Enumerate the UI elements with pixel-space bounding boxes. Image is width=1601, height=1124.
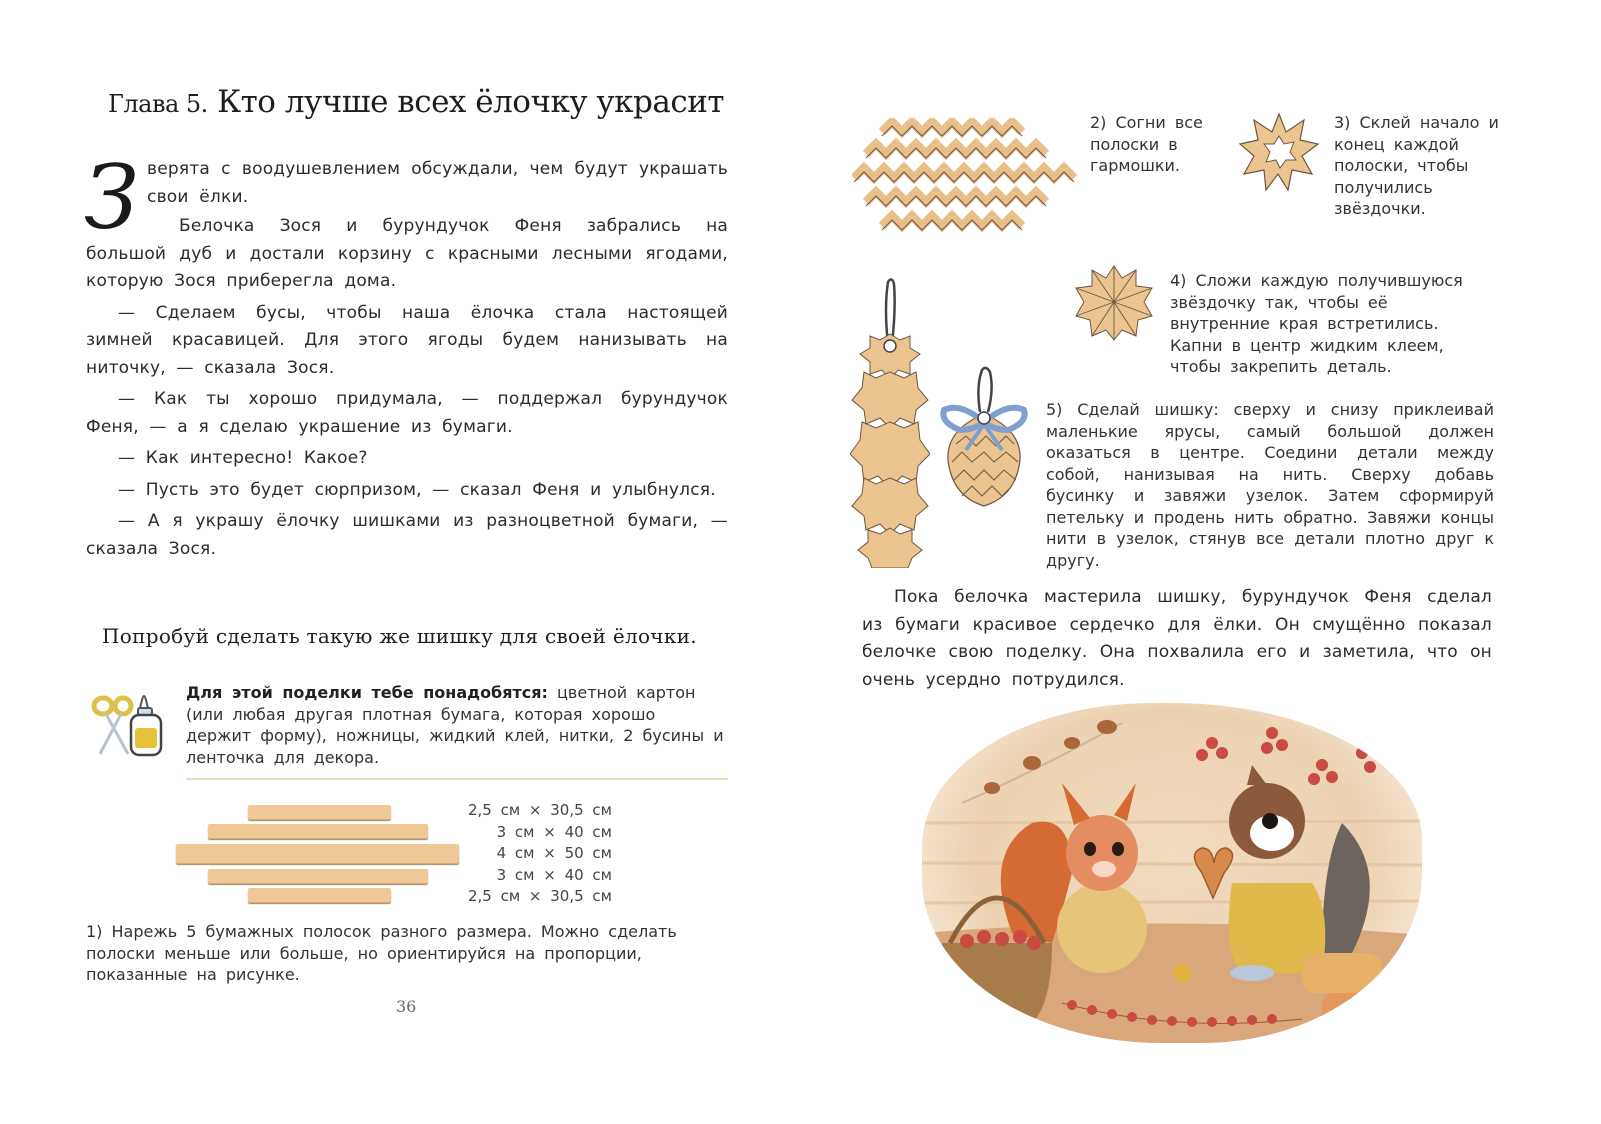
strip-size: 2,5 см × 30,5 см <box>467 801 612 819</box>
craft-heading: Попробуй сделать такую же шишку для своей ёлочки. <box>102 624 697 648</box>
paper-pinecone-illustration <box>936 366 1032 512</box>
chapter-number: Глава 5. <box>108 90 208 118</box>
strip-dimensions <box>452 800 612 908</box>
left-page <box>0 0 800 1124</box>
step-3-text: 3) Склей начало и конец каждой полоски, чтобы получились звёздочки. <box>1334 113 1499 218</box>
story-continuation <box>862 584 1492 698</box>
strip-size: 3 см × 40 см <box>496 865 612 884</box>
folded-strips-illustration <box>852 118 1078 238</box>
story-text <box>84 146 728 567</box>
drop-cap: З <box>84 146 140 249</box>
paper-strip <box>248 888 391 903</box>
chapter-title <box>108 84 724 120</box>
materials-list <box>186 682 726 768</box>
strip-size: 2,5 см × 30,5 см <box>467 887 612 905</box>
materials-label: Для этой поделки тебе понадобятся: <box>186 683 548 702</box>
step-5-text: 5) Сделай шишку: сверху и снизу приклеивай маленькие ярусы, самый большой должен оказаться в центре. Соедини детали между собой, нанизывая на нить. Сверху добавь бусинку и завяжи узелок. Затем сформируй петельку и продень нить обратно. Завяжи концы нити в узелок, стянув все детали плотно друг к другу. <box>1046 400 1494 570</box>
paper-strip <box>208 824 428 839</box>
paragraph: — Пусть это будет сюрпризом, — сказал Феня и улыбнулся. <box>118 479 716 500</box>
paragraph: — А я украшу ёлочку шишками из разноцветной бумаги, — сказала Зося. <box>86 511 728 559</box>
paragraph: — Как интересно! Какое? <box>118 448 368 468</box>
paragraph: Белочка Зося и бурундучок Феня забрались на большой дуб и достали корзину с красными лесными ягодами, которую Зося приберегла дома. <box>86 216 728 291</box>
step-4-text: 4) Сложи каждую получившуюся звёздочку так, чтобы её внутренние края встретились. Капни в центр жидким клеем, чтобы закрепить деталь. <box>1170 271 1463 376</box>
step-1-text: 1) Нарежь 5 бумажных полосок разного размера. Можно сделать полоски меньше или больше, но ориентируйся на пропорции, показанные на рисунке. <box>86 922 677 984</box>
chapter-name: Кто лучше всех ёлочку украсит <box>217 84 725 120</box>
paragraph: — Как ты хорошо придумала, — поддержал бурундучок Феня, — а я сделаю украшение из бумаги. <box>86 389 728 437</box>
strip-size: 3 см × 40 см <box>496 822 612 841</box>
divider <box>186 778 728 780</box>
strip-size: 4 см × 50 см <box>496 844 612 862</box>
scissors-and-glue-icon <box>88 690 168 760</box>
step-2-text: 2) Согни все полоски в гармошки. <box>1090 113 1203 175</box>
paper-rosette-illustration <box>1074 264 1154 342</box>
paper-star-ring-illustration <box>1238 112 1320 192</box>
squirrel-chipmunk-illustration <box>922 703 1422 1043</box>
paper-strips-illustration <box>176 803 461 903</box>
materials-text: цветной картон (или любая другая плотная бумага, которая хорошо держит форму), ножницы, жидкий клей, нитки, 2 бусины и ленточка для декора. <box>186 683 724 767</box>
page-number: 36 <box>396 997 417 1016</box>
paragraph: — Сделаем бусы, чтобы наша ёлочка стала настоящей зимней красавицей. Для этого ягоды будем нанизывать на ниточку, — сказала Зося. <box>86 302 728 378</box>
paper-strip <box>208 869 428 884</box>
paper-strip <box>248 805 391 820</box>
rosette-garland-illustration <box>850 278 930 568</box>
paper-strip <box>176 844 459 864</box>
paragraph: Пока белочка мастерила шишку, бурундучок Феня сделал из бумаги красивое сердечко для ёлки. Он смущённо показал белочке свою поделку. Она похвалила его и заметила, что он очень усердно потрудился. <box>862 587 1492 690</box>
paragraph: верята с воодушевлением обсуждали, чем будут украшать свои ёлки. <box>147 159 728 207</box>
craft-scene-art <box>922 703 1422 1043</box>
